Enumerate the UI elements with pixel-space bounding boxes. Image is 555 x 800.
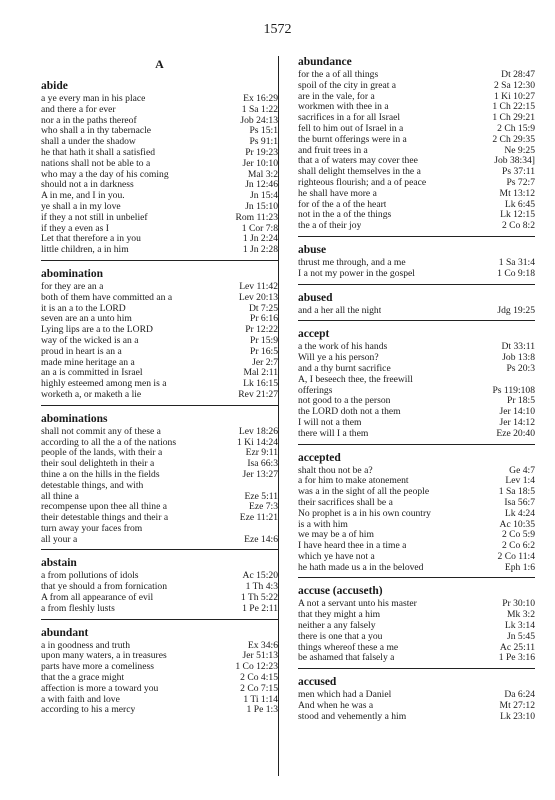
quote-text: a from pollutions of idols (41, 571, 139, 582)
quote-text: both of them have committed an a (41, 292, 173, 303)
quote-text: according to all the a of the nations (41, 437, 177, 448)
scripture-reference: Ex 34:6 (247, 639, 278, 651)
scripture-reference: Isa 56:7 (504, 496, 535, 508)
entry-line (298, 306, 535, 317)
entry-headword: abide (41, 80, 68, 92)
quote-text: neither a any falsely (298, 621, 376, 632)
scripture-reference: 1 Pe 1:3 (246, 704, 278, 716)
scripture-reference: Lev 18:26 (238, 425, 278, 437)
quote-text: people of the lands, with their a (41, 448, 163, 459)
column-divider (278, 56, 279, 776)
page-number: 1572 (263, 22, 292, 37)
scripture-reference: 1 Co 9:18 (497, 267, 535, 279)
scripture-reference: Ne 9:25 (504, 144, 535, 156)
entry-line (41, 314, 278, 325)
scripture-reference: 1 Jn 2:24 (242, 233, 278, 245)
quote-text: if they a not still in unbelief (41, 212, 148, 223)
entry-line (41, 571, 278, 582)
entry-line (41, 705, 278, 716)
scripture-reference: 1 Sa 18:5 (498, 486, 535, 498)
quote-text: workmen with thee in a (298, 102, 389, 113)
quote-text: a in goodness and truth (41, 640, 130, 651)
entry-line (41, 213, 278, 224)
quote-text: and a thy burnt sacrifice (298, 363, 391, 374)
scripture-reference: Jer 10:10 (242, 157, 278, 169)
quote-text: shall a under the shadow (41, 137, 136, 148)
scripture-reference: Ps 72:7 (506, 176, 535, 188)
quote-text: Let that therefore a in you (41, 234, 141, 245)
scripture-reference: 2 Co 8:2 (501, 220, 535, 232)
entry-headword: abundant (41, 626, 89, 639)
entry-line (298, 530, 535, 541)
entry-line (41, 524, 278, 535)
scripture-reference: Ps 119:108 (492, 384, 535, 396)
entry-block (41, 556, 278, 619)
quote-text: who may a the day of his coming (41, 169, 169, 180)
quote-text: all your a (41, 534, 78, 545)
entry-line (41, 159, 278, 170)
quote-text: he that hath it shall a satisfied (41, 147, 156, 158)
quote-text: for they are an a (41, 281, 104, 292)
entry-block (298, 451, 535, 579)
entry-line (41, 325, 278, 336)
scripture-reference: Jer 51:13 (242, 650, 278, 662)
entry-line (41, 390, 278, 401)
scripture-reference: Ps 15:1 (249, 125, 278, 137)
quote-text: thrust me through, and a me (298, 257, 406, 268)
entry-headword: abuse (298, 243, 327, 256)
quote-text: that a of waters may cover thee (298, 156, 418, 167)
entry-headword: accuse (accuseth) (298, 585, 383, 598)
scripture-reference: Mal 2:11 (243, 367, 278, 379)
quote-text: he hath made us a in the beloved (298, 562, 424, 573)
entry-line (298, 509, 535, 520)
quote-text: ye shall a in my love (41, 201, 121, 212)
quote-text: affection is more a toward you (41, 683, 159, 694)
scripture-reference: 1 Ti 1:14 (243, 693, 278, 705)
entry-line (41, 126, 278, 137)
scripture-reference: 1 Ch 29:21 (492, 112, 535, 124)
quote-text: for of the a of the heart (298, 199, 387, 210)
scripture-reference: Dt 7:25 (248, 302, 278, 314)
scripture-reference: 2 Co 4:15 (240, 672, 278, 684)
entry-line (298, 429, 535, 440)
entry-line (41, 347, 278, 358)
entry-line (298, 375, 535, 386)
quote-text: worketh a, or maketh a lie (41, 389, 142, 400)
entry-line (298, 653, 535, 664)
entry-line (298, 386, 535, 397)
scripture-reference: Ps 91:1 (249, 136, 278, 148)
scripture-reference: Mt 27:12 (499, 700, 535, 712)
scripture-reference: 1 Co 12:23 (235, 661, 278, 673)
quote-text: No prophet is a in his own country (298, 508, 431, 519)
quote-text: A from all appearance of evil (41, 593, 154, 604)
scripture-reference: Jer 14:10 (499, 406, 535, 418)
scripture-reference: 2 Ch 15:9 (497, 122, 535, 134)
entry-line (41, 170, 278, 181)
quote-text: are in the vale, for a (298, 91, 375, 102)
entry-line (41, 695, 278, 706)
scripture-reference: 1 Cor 7:8 (241, 222, 278, 234)
quote-text: and there a for ever (41, 104, 116, 115)
entry-line (41, 448, 278, 459)
scripture-reference: Pr 15:9 (250, 334, 278, 346)
entry-line (298, 552, 535, 563)
scripture-reference: Ps 37:11 (502, 166, 535, 178)
quote-text: the a of their joy (298, 221, 362, 232)
quote-text: all thine a (41, 491, 79, 502)
quote-text: I have heard thee in a time a (298, 541, 407, 552)
quote-text: who shall a in thy tabernacle (41, 126, 152, 137)
scripture-reference: Pr 12:22 (245, 324, 278, 336)
quote-text: not in the a of the things (298, 210, 392, 221)
entry-line (298, 156, 535, 167)
scripture-reference: Lev 1:4 (505, 475, 535, 487)
entry-block (298, 327, 535, 444)
scripture-reference: Lk 3:14 (504, 620, 535, 632)
scripture-reference: 2 Sa 12:30 (493, 79, 535, 91)
entry-line (298, 167, 535, 178)
quote-text: fell to him out of Israel in a (298, 123, 404, 134)
quote-text: spoil of the city in great a (298, 80, 397, 91)
quote-text: A not a servant unto his master (298, 599, 417, 610)
scripture-reference: 1 Ki 14:24 (236, 436, 278, 448)
quote-text: if they a even as I (41, 223, 109, 234)
quote-text: sacrifices in a for all Israel (298, 113, 401, 124)
entry-line (41, 336, 278, 347)
scripture-reference: Ge 4:7 (509, 464, 535, 476)
scripture-reference: Mk 3:2 (507, 609, 535, 621)
entry-line (41, 481, 278, 492)
entry-line (298, 599, 535, 610)
quote-text: recompense upon thee all thine a (41, 502, 168, 513)
entry-headword: abstain (41, 557, 77, 570)
entry-line (298, 621, 535, 632)
quote-text: which ye have not a (298, 551, 375, 562)
scripture-reference: 2 Co 11:4 (497, 550, 535, 562)
quote-text: way of the wicked is an a (41, 335, 139, 346)
scripture-reference: Ac 10:35 (499, 518, 535, 530)
entry-block (41, 79, 278, 261)
scripture-reference: Da 6:24 (504, 689, 535, 701)
entry-line (298, 466, 535, 477)
quote-text: made mine heritage an a (41, 357, 135, 368)
entry-line (41, 438, 278, 449)
scripture-reference: 1 Th 5:22 (240, 592, 278, 604)
scripture-reference: Lk 4:24 (504, 507, 535, 519)
entry-line (41, 492, 278, 503)
entry-line (41, 535, 278, 546)
quote-text: highly esteemed among men is a (41, 379, 167, 390)
entry-headword: abundance (298, 56, 352, 68)
quote-text: there is one that a you (298, 631, 383, 642)
scripture-reference: Lk 12:15 (500, 209, 535, 221)
entry-line (298, 364, 535, 375)
quote-text: according to his a mercy (41, 705, 136, 716)
entry-line (298, 269, 535, 280)
entry-line (298, 81, 535, 92)
entry-block (298, 675, 535, 726)
scripture-reference: Ezr 9:11 (245, 447, 278, 459)
quote-text: upon many waters, a in treasures (41, 651, 167, 662)
scripture-reference: Mt 13:12 (499, 187, 535, 199)
scripture-reference: Rom 11:23 (235, 211, 278, 223)
entry-headword: accept (298, 328, 330, 341)
entry-line (298, 210, 535, 221)
quote-text: shalt thou not be a? (298, 465, 373, 476)
quote-text: Will ye a his person? (298, 353, 379, 364)
scripture-reference: Lk 16:15 (243, 378, 278, 390)
quote-text: an a is committed in Israel (41, 368, 143, 379)
scripture-reference: 2 Co 5:9 (501, 529, 535, 541)
quote-text: proud in heart is an a (41, 346, 122, 357)
entry-line (298, 498, 535, 509)
quote-text: righteous flourish; and a of peace (298, 177, 427, 188)
entry-line (41, 304, 278, 315)
quote-text: A, I beseech thee, the freewill (298, 374, 413, 385)
scripture-reference: Pr 19:23 (245, 146, 278, 158)
scripture-reference: 1 Jn 2:28 (242, 244, 278, 256)
entry-line (298, 353, 535, 364)
scripture-reference: Rev 21:27 (238, 388, 278, 400)
entry-block (41, 267, 278, 406)
quote-text: A in me, and I in you. (41, 191, 125, 202)
scripture-reference: 1 Th 4:3 (245, 581, 278, 593)
quote-text: stood and vehemently a him (298, 711, 407, 722)
entry-block (41, 626, 278, 721)
entry-line (41, 105, 278, 116)
entry-line (298, 189, 535, 200)
scripture-reference: Ps 20:3 (506, 362, 535, 374)
quote-text: for the a of all things (298, 70, 379, 80)
scripture-reference: 1 Sa 31:4 (498, 256, 535, 268)
entry-block (298, 55, 535, 237)
entry-line (41, 427, 278, 438)
quote-text: and a her all the night (298, 305, 382, 316)
entry-headword: accepted (298, 451, 341, 464)
entry-line (298, 342, 535, 353)
scripture-reference: Pr 18:5 (507, 395, 535, 407)
quote-text: the burnt offerings were in a (298, 134, 407, 145)
entry-line (298, 610, 535, 621)
quote-text: a for him to make atonement (298, 476, 409, 487)
scripture-reference: Lev 11:42 (239, 280, 278, 292)
quote-text: that ye should a from fornication (41, 582, 168, 593)
scripture-reference: 2 Co 7:15 (240, 682, 278, 694)
quote-text: that the a grace might (41, 673, 125, 684)
entry-line (298, 563, 535, 574)
quote-text: be ashamed that falsely a (298, 653, 395, 664)
quote-text: a from fleshly lusts (41, 603, 115, 614)
quote-text: the LORD doth not a them (298, 407, 401, 418)
entry-line (41, 116, 278, 127)
quote-text: was a in the sight of all the people (298, 487, 430, 498)
scripture-reference: Eze 7:3 (248, 501, 278, 513)
concordance-column-right (298, 55, 535, 733)
scripture-reference: Eze 11:21 (239, 512, 278, 524)
entry-block (298, 243, 535, 285)
entry-line (41, 358, 278, 369)
quote-text: a the work of his hands (298, 342, 388, 353)
entry-line (41, 513, 278, 524)
concordance-column-left (41, 55, 278, 726)
entry-line (41, 245, 278, 256)
quote-text: he shall have more a (298, 188, 377, 199)
quote-text: it is an a to the LORD (41, 303, 126, 314)
quote-text: shall not commit any of these a (41, 426, 161, 437)
quote-text: little children, a in him (41, 245, 129, 256)
entry-line (41, 180, 278, 191)
scripture-reference: Jn 12:46 (245, 179, 278, 191)
entry-line (298, 487, 535, 498)
scripture-reference: Pr 16:5 (250, 345, 278, 357)
entry-block (298, 291, 535, 322)
scripture-reference: Lev 20:13 (238, 291, 278, 303)
scripture-reference: Eze 14:6 (244, 533, 278, 545)
scripture-reference: Jn 15:4 (250, 190, 278, 202)
quote-text: and fruit trees in a (298, 145, 368, 156)
scripture-reference: Dt 33:11 (501, 341, 535, 353)
quote-text: turn away your faces from (41, 523, 143, 534)
quote-text: I a not my power in the gospel (298, 268, 415, 279)
scripture-reference: 1 Pe 2:11 (242, 602, 278, 614)
scripture-reference: Ex 16:29 (243, 93, 278, 104)
scripture-reference: Lk 23:10 (500, 710, 535, 722)
entry-line (41, 604, 278, 615)
scripture-reference: Jn 5:45 (507, 630, 535, 642)
entry-block (41, 412, 278, 551)
quote-text: thine a on the hills in the fields (41, 469, 160, 480)
scripture-reference: Dt 28:47 (501, 69, 535, 80)
scripture-reference: Mal 3:2 (247, 168, 278, 180)
entry-block (298, 584, 535, 669)
scripture-reference: 1 Ch 22:15 (492, 101, 535, 113)
quote-text: parts have more a comeliness (41, 662, 154, 673)
entry-headword: abominations (41, 412, 108, 425)
scripture-reference: Eze 5:11 (244, 490, 278, 502)
quote-text: detestable things, and with (41, 480, 144, 491)
quote-text: that they might a him (298, 610, 381, 621)
scripture-reference: Pr 30:10 (502, 598, 535, 610)
quote-text: things whereof these a me (298, 642, 399, 653)
quote-text: And when he was a (298, 701, 374, 712)
quote-text: I will not a them (298, 417, 362, 428)
quote-text: a with faith and love (41, 694, 120, 705)
quote-text: Lying lips are a to the LORD (41, 325, 153, 336)
scripture-reference: Pr 6:16 (250, 313, 278, 325)
quote-text: a ye every man in his place (41, 94, 146, 104)
scripture-reference: 2 Co 6:2 (501, 540, 535, 552)
scripture-reference: 1 Ki 10:27 (493, 90, 535, 102)
entry-line (41, 470, 278, 481)
letter-heading: A (155, 57, 164, 71)
scripture-reference: Ac 15:20 (242, 570, 278, 582)
quote-text: not good to a the person (298, 396, 391, 407)
entry-line (41, 137, 278, 148)
scripture-reference: Jn 15:10 (245, 200, 278, 212)
entry-headword: abused (298, 291, 333, 304)
quote-text: their detestable things and their a (41, 513, 169, 524)
scripture-reference: 1 Pe 3:16 (498, 652, 535, 664)
entry-line (298, 221, 535, 232)
scripture-reference: Job 24:13 (240, 114, 278, 126)
scripture-reference: Jdg 19:25 (497, 304, 535, 316)
quote-text: their soul delighteth in their a (41, 459, 155, 470)
quote-text: should not a in darkness (41, 180, 134, 191)
scripture-reference: Jer 13:27 (242, 468, 278, 480)
quote-text: nations shall not be able to a (41, 158, 151, 169)
quote-text: we may be a of him (298, 530, 374, 541)
scripture-reference: Ac 25:11 (499, 641, 535, 653)
quote-text: seven are an a unto him (41, 314, 132, 325)
entry-line (298, 520, 535, 531)
quote-text: is a with him (298, 519, 348, 530)
quote-text: men which had a Daniel (298, 690, 392, 701)
scripture-reference: Eph 1:6 (504, 561, 535, 573)
quote-text: their sacrifices shall be a (298, 497, 393, 508)
scripture-reference: Job 38:34] (494, 155, 535, 167)
entry-line (41, 191, 278, 202)
scripture-reference: Eze 20:40 (496, 427, 535, 439)
scripture-reference: Jer 2:7 (252, 356, 278, 368)
entry-headword: abomination (41, 267, 103, 280)
scripture-reference: Jer 14:12 (499, 416, 535, 428)
quote-text: nor a in the paths thereof (41, 115, 137, 126)
scripture-reference: 1 Sa 1:22 (241, 103, 278, 115)
scripture-reference: Job 13:8 (502, 352, 535, 364)
quote-text: offerings (298, 385, 333, 396)
scripture-reference: Isa 66:3 (247, 458, 278, 470)
entry-headword: accused (298, 676, 337, 689)
scripture-reference: 2 Ch 29:35 (492, 133, 535, 145)
quote-text: there will I a them (298, 428, 369, 439)
quote-text: shall delight themselves in the a (298, 167, 421, 178)
entry-line (41, 293, 278, 304)
scripture-reference: Lk 6:45 (504, 198, 535, 210)
entry-line (298, 712, 535, 723)
entry-line (298, 135, 535, 146)
